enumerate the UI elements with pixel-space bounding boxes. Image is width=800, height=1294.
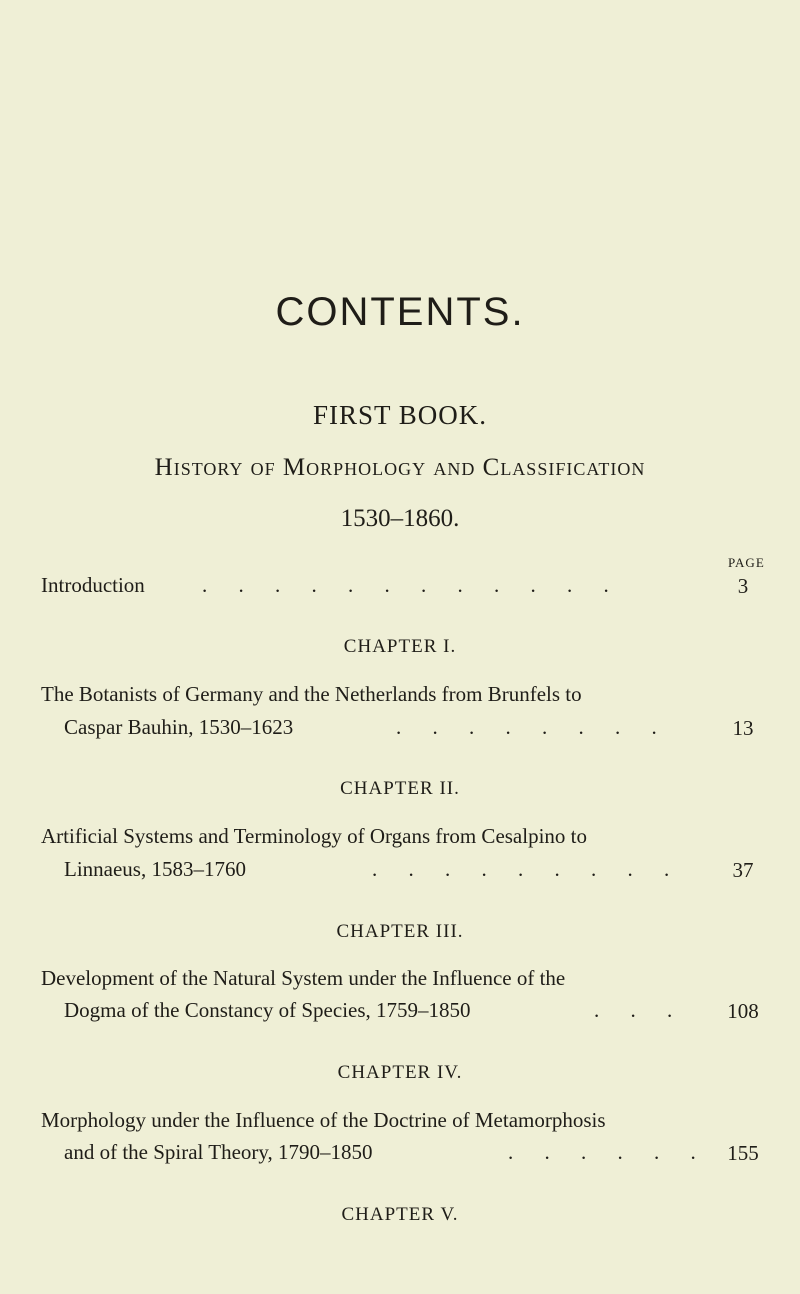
toc-page-number: 13 — [732, 716, 754, 740]
toc-page-number: 155 — [727, 1141, 759, 1165]
chapter-heading: CHAPTER III. — [336, 921, 464, 942]
chapter-heading: CHAPTER II. — [340, 778, 460, 799]
toc-entry-title: Artificial Systems and Terminology of Organs from Cesalpino to — [41, 824, 588, 848]
toc-leader: . . . — [594, 998, 686, 1022]
book-subtitle: History of Morphology and Classification — [154, 454, 646, 481]
toc-leader: . . . . . . — [508, 1140, 709, 1164]
chapter-heading: CHAPTER IV. — [337, 1062, 463, 1083]
toc-page-number: 37 — [732, 858, 754, 882]
toc-entry-title: Dogma of the Constancy of Species, 1759–1850 — [64, 998, 471, 1022]
toc-page-number: 108 — [727, 999, 759, 1023]
book-years: 1530–1860. — [340, 505, 460, 532]
book-heading: FIRST BOOK. — [312, 400, 488, 430]
toc-entry-title: and of the Spiral Theory, 1790–1850 — [64, 1140, 373, 1164]
chapter-heading: CHAPTER I. — [343, 636, 457, 657]
toc-leader: . . . . . . . . . — [372, 857, 683, 881]
toc-entry-title: The Botanists of Germany and the Netherlands from Brunfels to — [41, 682, 582, 706]
toc-entry-title: Development of the Natural System under the Influence of the — [41, 966, 566, 990]
page-title: CONTENTS. — [275, 290, 525, 334]
toc-entry-title: Morphology under the Influence of the Doctrine of Metamorphosis — [41, 1108, 606, 1132]
toc-leader: . . . . . . . . . . . . — [202, 573, 622, 597]
chapter-heading: CHAPTER V. — [341, 1204, 459, 1225]
page-column-label: PAGE — [728, 555, 765, 570]
toc-entry-title: Linnaeus, 1583–1760 — [64, 857, 246, 881]
toc-entry-title: Introduction — [41, 573, 145, 597]
toc-leader: . . . . . . . . — [396, 715, 670, 739]
toc-entry-title: Caspar Bauhin, 1530–1623 — [64, 715, 294, 739]
toc-page-number: 3 — [737, 574, 749, 598]
